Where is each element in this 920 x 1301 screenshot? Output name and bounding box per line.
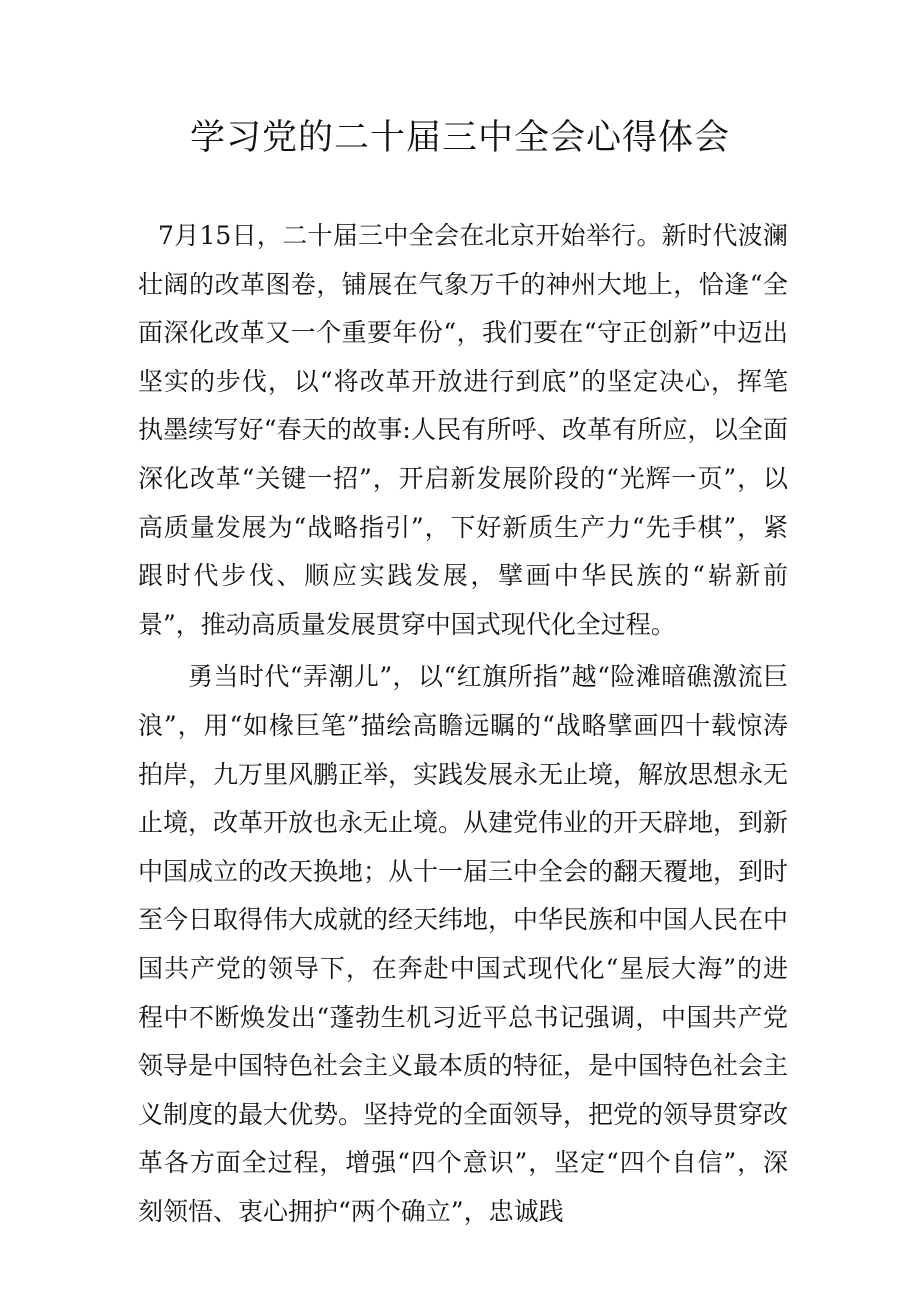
paragraph-1: 7月15日，二十届三中全会在北京开始举行。新时代波澜壮阔的改革图卷，铺展在气象万千的神州大地上，恰逢“全面深化改革又一个重要年份“，我们要在“守正创新”中迈出坚实的步伐，以“将改革开放进行到底”的坚定决心，挥笔执墨续写好“春天的故事:人民有所呼、改革有所应，以全面深化改革“关键一招”，开启新发展阶段的“光辉一页”，以高质量发展为“战略指引”，下好新质生产力“先手棋”，紧跟时代步伐、顺应实践发展，擘画中华民族的“崭新前景”，推动高质量发展贯穿中国式现代化全过程。 xyxy=(138,221,788,639)
paragraph-2: 勇当时代“弄潮儿”，以“红旗所指”越“险滩暗礁激流巨浪”，用“如椽巨笔”描绘高瞻远瞩的“战略擘画四十载惊涛拍岸，九万里风鹏正举，实践发展永无止境，解放思想永无止境，改革开放也永无止境。从建党伟业的开天辟地，到新中国成立的改天换地；从十一届三中全会的翻天覆地，到时至今日取得伟大成就的经天纬地，中华民族和中国人民在中国共产党的领导下，在奔赴中国式现代化“星辰大海”的进程中不断焕发出“蓬勃生机习近平总书记强调，中国共产党领导是中国特色社会主义最本质的特征，是中国特色社会主义制度的最大优势。坚持党的全面领导，把党的领导贯穿改革各方面全过程，增强“四个意识”，坚定“四个自信”，深刻领悟、衷心拥护“两个确立”，忠诚践 xyxy=(138,662,789,1226)
document-title: 学习党的二十届三中全会心得体会 xyxy=(189,118,730,158)
document-body xyxy=(138,212,788,1240)
